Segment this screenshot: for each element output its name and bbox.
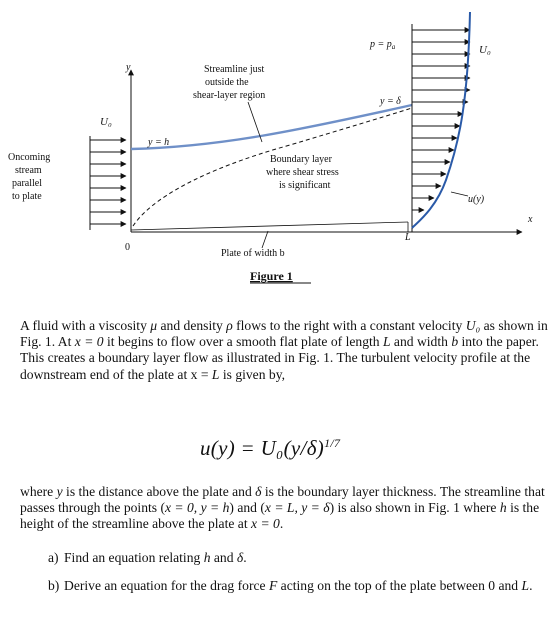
plate: [131, 222, 408, 230]
streamline-label-1: Streamline just: [204, 64, 265, 75]
problem-paragraph-1: A fluid with a viscosity μ and density ρ flows to the right with a constant velocity U₀ as shown in Fig. 1. At x = 0 it begins to flow over a smooth flat plate of length L and width b into the paper. This creates a boundary layer flow as illustrated in Fig. 1. The turbulent velocity profile at the downstream end of the plate at x = L is given by,: [20, 318, 548, 382]
oncoming-label-3: parallel: [12, 178, 42, 189]
u-y-pointer: [451, 192, 468, 196]
y-axis-label: y: [126, 62, 131, 73]
origin-label: 0: [125, 242, 130, 253]
velocity-profile-curve: [412, 12, 470, 228]
y-h-label: y = h: [148, 137, 170, 148]
y-delta-label: y = δ: [380, 96, 401, 107]
uo-left-label: U₀: [100, 116, 112, 128]
oncoming-label-2: stream: [15, 165, 42, 176]
streamline-label-2: outside the: [205, 77, 249, 88]
oncoming-label-1: Oncoming: [8, 152, 51, 163]
u-y-label: u(y): [468, 194, 485, 205]
figure-1: [0, 0, 560, 290]
figure-caption: Figure 1: [250, 269, 293, 283]
plate-width-label: Plate of width b: [221, 248, 285, 259]
length-label: L: [405, 232, 411, 243]
question-b-label: b): [48, 578, 60, 594]
boundary-layer-label-1: Boundary layer: [270, 154, 332, 165]
oncoming-velocity-arrows: [90, 136, 126, 230]
boundary-layer-label-3: is significant: [279, 180, 331, 191]
question-b: [48, 578, 538, 594]
pressure-label: $p = p_a$: [370, 39, 396, 51]
x-axis-label: x: [528, 214, 533, 225]
question-a: [48, 550, 538, 566]
question-b-text: Derive an equation for the drag force F acting on the top of the plate between 0 and L.: [64, 578, 533, 594]
question-a-text: Find an equation relating h and δ.: [64, 550, 247, 565]
velocity-profile-equation: $u(y) = U_0(y/\delta)^{1/7}$: [200, 436, 341, 460]
plate-width-pointer: [262, 231, 268, 248]
question-list: [48, 550, 538, 606]
downstream-velocity-arrows: [412, 24, 470, 232]
streamline: [131, 105, 412, 149]
problem-paragraph-2: where y is the distance above the plate and δ is the boundary layer thickness. The streamline that passes through the points (x = 0, y = h) and (x = L, y = δ) is also shown in Fig. 1 where h is the height of the streamline above the plate at x = 0.: [20, 484, 545, 532]
question-a-label: a): [48, 550, 59, 565]
streamline-label-3: shear-layer region: [193, 90, 266, 101]
oncoming-label-4: to plate: [12, 191, 42, 202]
boundary-layer-label-2: where shear stress: [266, 167, 339, 178]
uo-right-label: U₀: [479, 44, 491, 56]
